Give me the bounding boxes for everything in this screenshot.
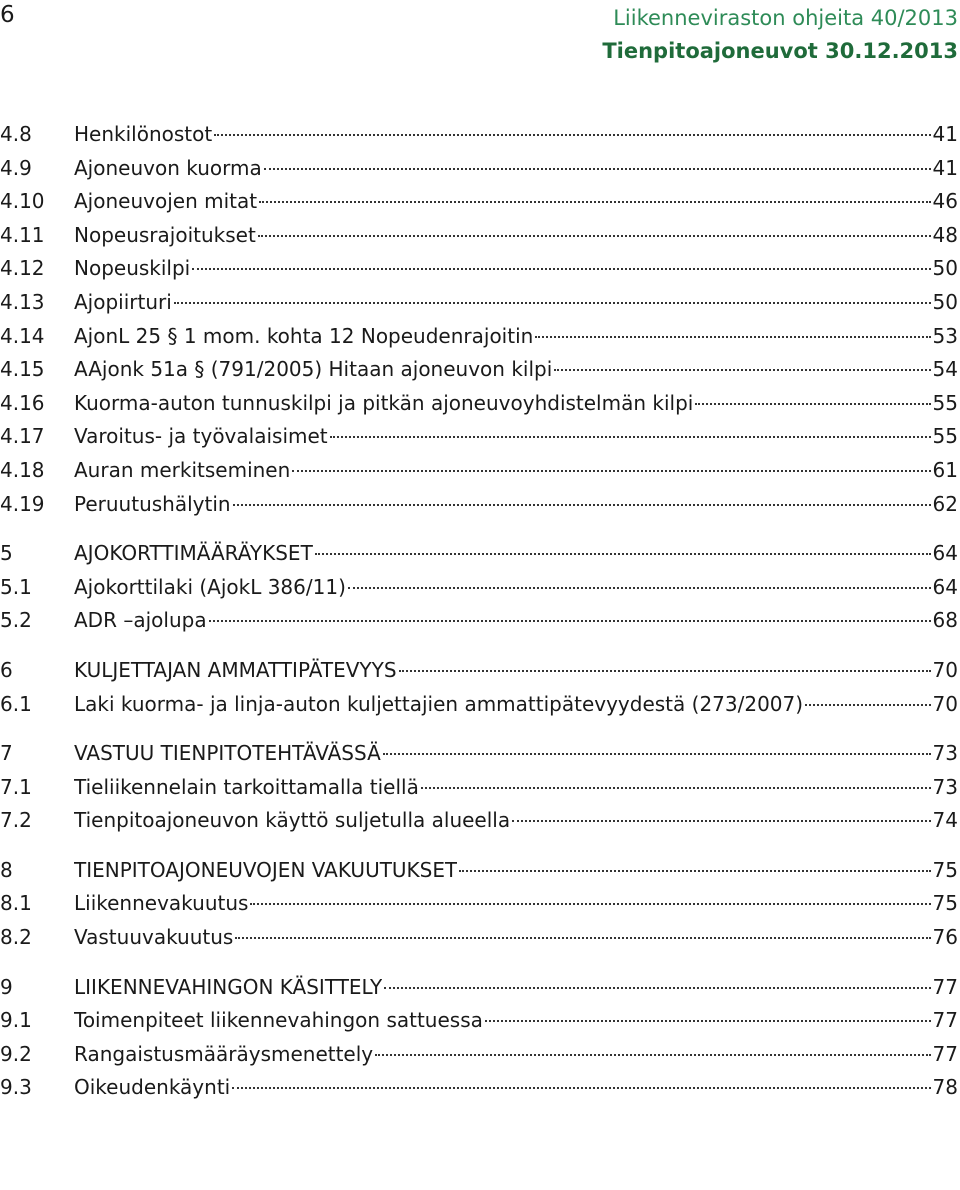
toc-entry-number: 4.8 bbox=[0, 122, 32, 146]
toc-entry[interactable] bbox=[0, 1042, 958, 1076]
toc-entry-title: AAjonk 51a § (791/2005) Hitaan ajoneuvon kilpi bbox=[74, 357, 553, 382]
toc-entry-page: 64 bbox=[932, 541, 958, 566]
page-number: 6 bbox=[0, 2, 15, 28]
toc-entry[interactable] bbox=[0, 1075, 958, 1109]
toc-leader-dots bbox=[485, 1020, 931, 1022]
toc-entry-number: 6.1 bbox=[0, 691, 32, 716]
toc-entry-page: 77 bbox=[932, 974, 958, 999]
toc-entry-page: 70 bbox=[932, 657, 958, 682]
toc-entry-page: 77 bbox=[932, 1041, 958, 1066]
toc-entry[interactable] bbox=[0, 156, 958, 190]
toc-entry-title: AJOKORTTIMÄÄRÄYKSET bbox=[74, 541, 313, 566]
toc-entry-title: Nopeuskilpi bbox=[74, 256, 191, 281]
toc-entry-page: 55 bbox=[932, 424, 958, 449]
toc-entry-title: Ajoneuvon kuorma bbox=[74, 155, 262, 180]
toc-entry-title: Tienpitoajoneuvon käyttö suljetulla alueella bbox=[74, 808, 511, 833]
toc-leader-dots bbox=[250, 903, 930, 905]
toc-leader-dots bbox=[421, 787, 931, 789]
toc-leader-dots bbox=[233, 504, 931, 506]
toc-entry[interactable] bbox=[0, 290, 958, 324]
toc-entry-page: 50 bbox=[932, 256, 958, 281]
toc-leader-dots bbox=[192, 268, 930, 270]
toc-entry[interactable] bbox=[0, 658, 958, 692]
toc-entry-number: 9.2 bbox=[0, 1041, 32, 1066]
toc-entry-number: 8.1 bbox=[0, 891, 32, 916]
toc-entry-page: 74 bbox=[932, 808, 958, 833]
toc-entry-page: 78 bbox=[932, 1075, 958, 1100]
toc-leader-dots bbox=[235, 937, 930, 939]
toc-leader-dots bbox=[315, 553, 931, 555]
toc-leader-dots bbox=[292, 470, 930, 472]
toc-entry-page: 54 bbox=[932, 357, 958, 382]
toc-entry-page: 75 bbox=[932, 857, 958, 882]
toc-entry-number: 5.2 bbox=[0, 608, 32, 633]
toc-entry-number: 4.11 bbox=[0, 222, 45, 247]
toc-entry-number: 4.16 bbox=[0, 390, 45, 415]
publication-title: Liikenneviraston ohjeita 40/2013 bbox=[613, 6, 958, 30]
toc-entry-number: 7.1 bbox=[0, 774, 32, 799]
toc-leader-dots bbox=[512, 820, 930, 822]
toc-entry-title: Peruutushälytin bbox=[74, 491, 231, 516]
toc-section bbox=[0, 975, 958, 1109]
toc-entry[interactable] bbox=[0, 541, 958, 575]
toc-leader-dots bbox=[209, 620, 931, 622]
toc-entry-title: Henkilönostot bbox=[74, 122, 213, 146]
toc-entry-number: 4.15 bbox=[0, 357, 45, 382]
toc-entry[interactable] bbox=[0, 1008, 958, 1042]
toc-entry[interactable] bbox=[0, 424, 958, 458]
toc-entry-number: 9.1 bbox=[0, 1008, 32, 1033]
toc-section bbox=[0, 658, 958, 725]
toc-entry-title: VASTUU TIENPITOTEHTÄVÄSSÄ bbox=[74, 741, 381, 766]
toc-entry-number: 6 bbox=[0, 657, 13, 682]
toc-entry-number: 7.2 bbox=[0, 808, 32, 833]
toc-entry-number: 4.18 bbox=[0, 457, 45, 482]
toc-entry[interactable] bbox=[0, 808, 958, 842]
toc-entry[interactable] bbox=[0, 256, 958, 290]
toc-entry-page: 48 bbox=[932, 222, 958, 247]
toc-leader-dots bbox=[375, 1054, 930, 1056]
toc-entry-title: AjonL 25 § 1 mom. kohta 12 Nopeudenrajoitin bbox=[74, 323, 534, 348]
toc-entry[interactable] bbox=[0, 357, 958, 391]
toc-entry-title: Toimenpiteet liikennevahingon sattuessa bbox=[74, 1008, 483, 1033]
toc-entry-title: Nopeusrajoitukset bbox=[74, 222, 256, 247]
toc-entry[interactable] bbox=[0, 391, 958, 425]
toc-entry-title: TIENPITOAJONEUVOJEN VAKUUTUKSET bbox=[74, 857, 458, 882]
toc-leader-dots bbox=[259, 201, 930, 203]
toc-entry-page: 50 bbox=[932, 289, 958, 314]
toc-entry-title: Oikeudenkäynti bbox=[74, 1075, 231, 1100]
toc-section bbox=[0, 122, 958, 525]
table-of-contents bbox=[0, 122, 958, 1125]
toc-entry-title: Varoitus- ja työvalaisimet bbox=[74, 424, 328, 449]
toc-entry-number: 4.10 bbox=[0, 189, 45, 214]
toc-entry-title: Ajokorttilaki (AjokL 386/11) bbox=[74, 574, 346, 599]
toc-entry-number: 8 bbox=[0, 857, 13, 882]
toc-leader-dots bbox=[695, 403, 930, 405]
toc-entry-page: 76 bbox=[932, 925, 958, 950]
toc-entry-title: Ajopiirturi bbox=[74, 289, 172, 314]
toc-entry-title: LIIKENNEVAHINGON KÄSITTELY bbox=[74, 974, 383, 999]
toc-entry-page: 75 bbox=[932, 891, 958, 916]
toc-leader-dots bbox=[214, 134, 930, 136]
toc-entry-page: 73 bbox=[932, 774, 958, 799]
toc-leader-dots bbox=[554, 369, 930, 371]
toc-leader-dots bbox=[232, 1087, 930, 1089]
document-header bbox=[602, 2, 958, 68]
toc-entry[interactable] bbox=[0, 608, 958, 642]
toc-entry[interactable] bbox=[0, 858, 958, 892]
toc-entry-page: 70 bbox=[932, 691, 958, 716]
toc-entry-title: Tieliikennelain tarkoittamalla tiellä bbox=[74, 774, 419, 799]
toc-entry-title: Liikennevakuutus bbox=[74, 891, 249, 916]
toc-entry-title: ADR –ajolupa bbox=[74, 608, 207, 633]
toc-entry-page: 41 bbox=[932, 122, 958, 146]
toc-entry-page: 41 bbox=[932, 155, 958, 180]
toc-section bbox=[0, 858, 958, 959]
toc-entry-title: Vastuuvakuutus bbox=[74, 925, 234, 950]
toc-entry-number: 5 bbox=[0, 541, 13, 566]
toc-entry[interactable] bbox=[0, 492, 958, 526]
toc-entry[interactable] bbox=[0, 975, 958, 1009]
toc-leader-dots bbox=[258, 235, 931, 237]
toc-entry[interactable] bbox=[0, 925, 958, 959]
toc-entry-page: 73 bbox=[932, 741, 958, 766]
toc-entry[interactable] bbox=[0, 324, 958, 358]
toc-leader-dots bbox=[174, 302, 931, 304]
toc-entry-page: 55 bbox=[932, 390, 958, 415]
toc-section bbox=[0, 741, 958, 842]
toc-section bbox=[0, 541, 958, 642]
toc-entry-title: Kuorma-auton tunnuskilpi ja pitkän ajoneuvoyhdistelmän kilpi bbox=[74, 390, 694, 415]
toc-leader-dots bbox=[399, 670, 931, 672]
document-title: Tienpitoajoneuvot 30.12.2013 bbox=[602, 39, 958, 63]
toc-entry[interactable] bbox=[0, 891, 958, 925]
toc-entry-number: 4.12 bbox=[0, 256, 45, 281]
toc-entry-number: 4.17 bbox=[0, 424, 45, 449]
toc-entry-title: KULJETTAJAN AMMATTIPÄTEVYYS bbox=[74, 657, 397, 682]
toc-entry-page: 62 bbox=[932, 491, 958, 516]
toc-entry[interactable] bbox=[0, 741, 958, 775]
toc-entry-number: 4.13 bbox=[0, 289, 45, 314]
toc-entry-number: 5.1 bbox=[0, 574, 32, 599]
toc-entry-number: 4.9 bbox=[0, 155, 32, 180]
toc-entry-number: 9.3 bbox=[0, 1075, 32, 1100]
toc-entry-page: 46 bbox=[932, 189, 958, 214]
toc-entry[interactable] bbox=[0, 458, 958, 492]
toc-leader-dots bbox=[348, 587, 931, 589]
toc-entry-title: Rangaistusmääräysmenettely bbox=[74, 1041, 374, 1066]
toc-entry[interactable] bbox=[0, 122, 958, 156]
toc-leader-dots bbox=[535, 336, 930, 338]
toc-leader-dots bbox=[805, 704, 930, 706]
toc-leader-dots bbox=[383, 753, 931, 755]
toc-entry[interactable] bbox=[0, 775, 958, 809]
toc-entry-page: 77 bbox=[932, 1008, 958, 1033]
toc-entry-title: Auran merkitseminen bbox=[74, 457, 291, 482]
toc-entry-page: 68 bbox=[932, 608, 958, 633]
toc-entry-page: 64 bbox=[932, 574, 958, 599]
toc-entry[interactable] bbox=[0, 223, 958, 257]
toc-leader-dots bbox=[264, 168, 931, 170]
toc-leader-dots bbox=[459, 870, 930, 872]
toc-leader-dots bbox=[384, 987, 930, 989]
toc-entry-number: 4.14 bbox=[0, 323, 45, 348]
toc-entry[interactable] bbox=[0, 575, 958, 609]
toc-entry-number: 9 bbox=[0, 974, 13, 999]
toc-entry-title: Ajoneuvojen mitat bbox=[74, 189, 258, 214]
toc-entry-number: 4.19 bbox=[0, 491, 45, 516]
toc-entry-page: 61 bbox=[932, 457, 958, 482]
toc-leader-dots bbox=[330, 436, 931, 438]
toc-entry-title: Laki kuorma- ja linja-auton kuljettajien ammattipätevyydestä (273/2007) bbox=[74, 691, 804, 716]
toc-entry[interactable] bbox=[0, 189, 958, 223]
toc-entry[interactable] bbox=[0, 692, 958, 726]
toc-entry-number: 8.2 bbox=[0, 925, 32, 950]
toc-entry-number: 7 bbox=[0, 741, 13, 766]
toc-entry-page: 53 bbox=[932, 323, 958, 348]
